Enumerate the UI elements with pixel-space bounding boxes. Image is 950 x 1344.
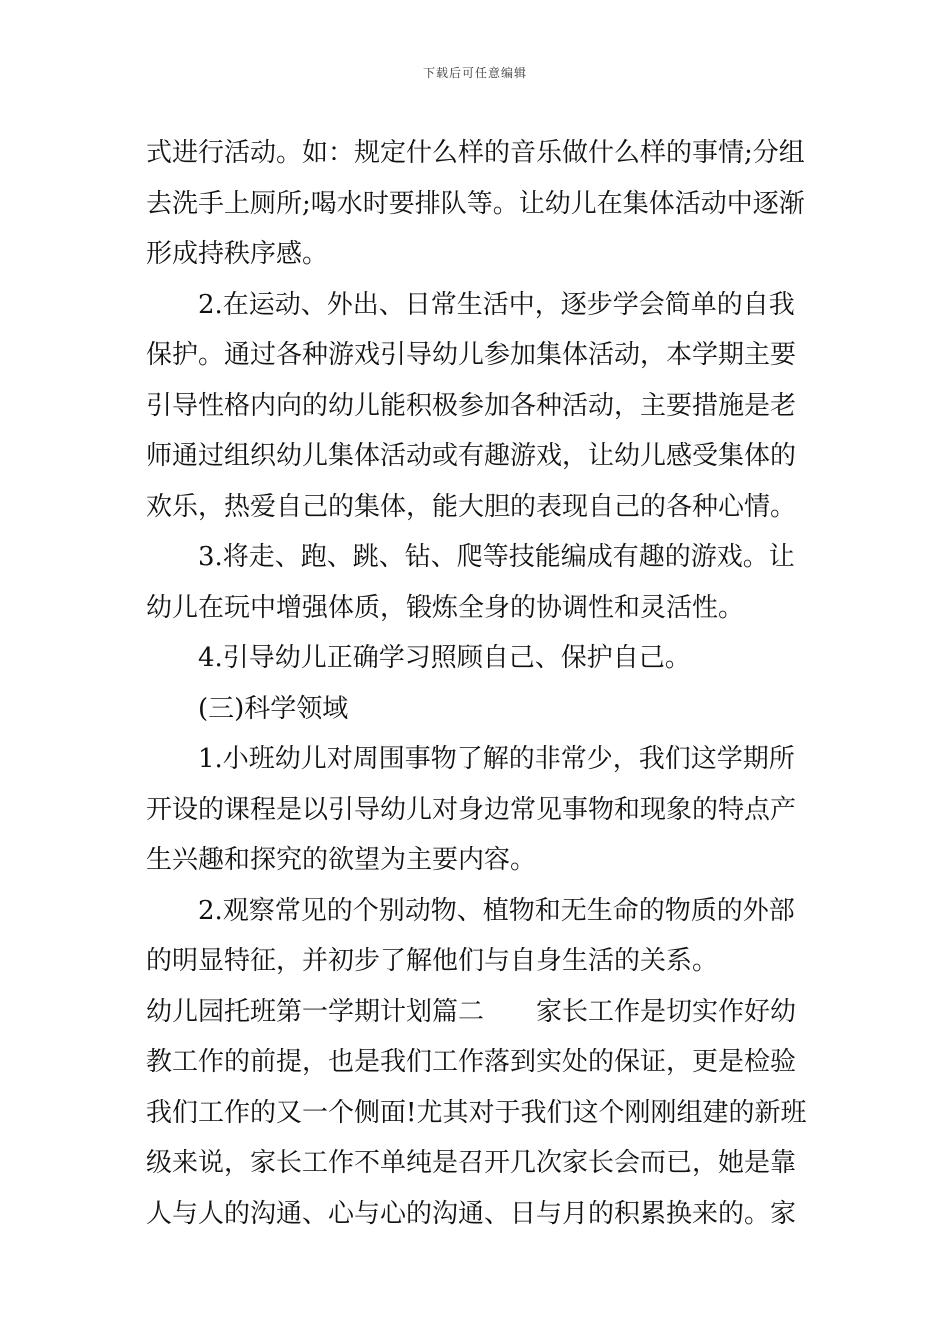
text-line: 形成持秩序感。 [146, 239, 329, 269]
text-line: 人与人的沟通、心与心的沟通、日与月的积累换来的。家 [146, 1198, 797, 1229]
text-line: 引导性格内向的幼儿能积极参加各种活动，主要措施是老 [146, 390, 797, 421]
document-body [146, 128, 806, 1239]
text-line: 师通过组织幼儿集体活动或有趣游戏，让幼儿感受集体的 [146, 441, 797, 471]
text-line: 去洗手上厕所;喝水时要排队等。让幼儿在集体活动中逐渐 [146, 188, 805, 219]
text-line: 生兴趣和探究的欲望为主要内容。 [146, 845, 537, 875]
text-line: 2.观察常见的个别动物、植物和无生命的物质的外部 [198, 895, 795, 926]
text-line: 欢乐，热爱自己的集体，能大胆的表现自己的各种心情。 [146, 491, 797, 522]
article-title-line: 幼儿园托班第一学期计划篇二 家长工作是切实作好幼 [146, 996, 797, 1027]
text-line: 幼儿在玩中增强体质，锻炼全身的协调性和灵活性。 [146, 592, 745, 623]
text-line: 开设的课程是以引导幼儿对身边常见事物和现象的特点产 [146, 794, 797, 825]
text-line: 级来说，家长工作不单纯是召开几次家长会而已，她是靠 [146, 1148, 797, 1178]
text-line: 3.将走、跑、跳、钻、爬等技能编成有趣的游戏。让 [198, 542, 795, 572]
section-heading: (三)科学领域 [198, 693, 349, 724]
text-line: 的明显特征，并初步了解他们与自身生活的关系。 [146, 946, 719, 976]
text-line: 2.在运动、外出、日常生活中，逐步学会简单的自我 [198, 289, 795, 320]
text-line: 保护。通过各种游戏引导幼儿参加集体活动，本学期主要 [146, 340, 797, 370]
text-line: 教工作的前提，也是我们工作落到实处的保证，更是检验 [146, 1047, 797, 1077]
text-line: 1.小班幼儿对周围事物了解的非常少，我们这学期所 [198, 744, 795, 774]
text-line: 式进行活动。如：规定什么样的音乐做什么样的事情;分组 [146, 138, 805, 168]
text-line: 我们工作的又一个侧面!尤其对于我们这个刚刚组建的新班 [146, 1097, 806, 1128]
page-header: 下载后可任意编辑 [422, 66, 527, 80]
text-line: 4.引导幼儿正确学习照顾自己、保护自己。 [198, 643, 691, 673]
